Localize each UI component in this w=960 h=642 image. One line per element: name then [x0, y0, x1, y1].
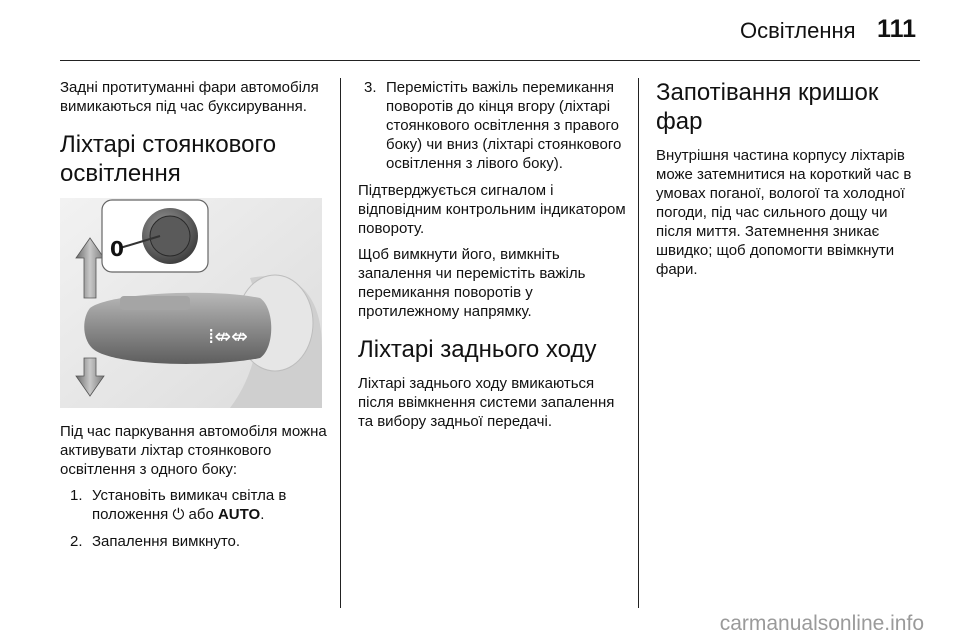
header-title: Освітлення — [740, 18, 856, 43]
step-number: 1. — [70, 487, 83, 504]
column-3 — [656, 78, 920, 286]
step-text: Установіть вимикач світла в положення — [92, 487, 287, 523]
section-heading-fogged-lenses: Запотівання кришок фар — [656, 79, 879, 135]
step-text-mid: або — [184, 506, 218, 523]
header-rule — [60, 60, 920, 61]
step-text: Перемістіть важіль перемикання поворотів до кінця вгору (ліхтарі стоянкового освітлення з правого боку) чи вниз (ліхтарі стоянкового освітлення з лівого боку). — [386, 79, 622, 172]
column-2 — [358, 78, 633, 438]
light-switch-illustration — [60, 198, 322, 408]
parking-steps — [60, 486, 330, 551]
step-number: 2. — [70, 533, 83, 550]
stalk-label-strip — [120, 296, 190, 310]
column-divider-2 — [638, 78, 639, 608]
reverse-lights-paragraph: Ліхтарі заднього ходу вмикаються після ввімкнення системи запалення та вибору задньої передачі. — [358, 375, 615, 430]
page-number: 111 — [877, 15, 916, 43]
list-item — [70, 486, 330, 524]
step-text: Запалення вимкнуто. — [92, 533, 241, 550]
step-number: 3. — [364, 79, 377, 96]
step-text-end: . — [260, 506, 265, 523]
watermark: carmanualsonline.info — [719, 612, 924, 635]
section-heading-parking-lights: Ліхтарі стоянкового освітлення — [60, 131, 277, 187]
switch-off-paragraph: Щоб вимкнути його, вимкніть запалення чи перемістіть важіль перемикання поворотів у протилежному напрямку. — [358, 246, 586, 320]
confirmation-paragraph: Підтверджується сигналом і відповідним контрольним індикатором повороту. — [358, 182, 626, 237]
list-item — [364, 78, 633, 173]
section-heading-reverse-lights: Ліхтарі заднього ходу — [358, 336, 597, 363]
parking-paragraph: Під час паркування автомобіля можна активувати ліхтар стоянкового освітлення з одного боку: — [60, 423, 327, 478]
indicator-symbol: ⁞⇎⇎ — [208, 324, 248, 348]
column-1 — [60, 78, 330, 559]
auto-label: AUTO — [217, 506, 261, 523]
list-item — [70, 532, 330, 551]
intro-paragraph: Задні протитуманні фари автомобіля вимикаються під час буксирування. — [60, 79, 319, 115]
fogged-lenses-paragraph: Внутрішня частина корпусу ліхтарів може затемнитися на короткий час в умовах поганої, вологої та холодної погоди, під час сильного дощу чи після миття. Затемнення зникає швидко; щоб допомогти ввімкнути фари. — [656, 147, 912, 278]
power-icon: ⏻ — [172, 506, 185, 523]
knob-inner — [150, 216, 190, 256]
parking-steps-continued — [358, 78, 633, 173]
dial-position-label: 0 — [110, 237, 124, 261]
column-divider-1 — [340, 78, 341, 608]
